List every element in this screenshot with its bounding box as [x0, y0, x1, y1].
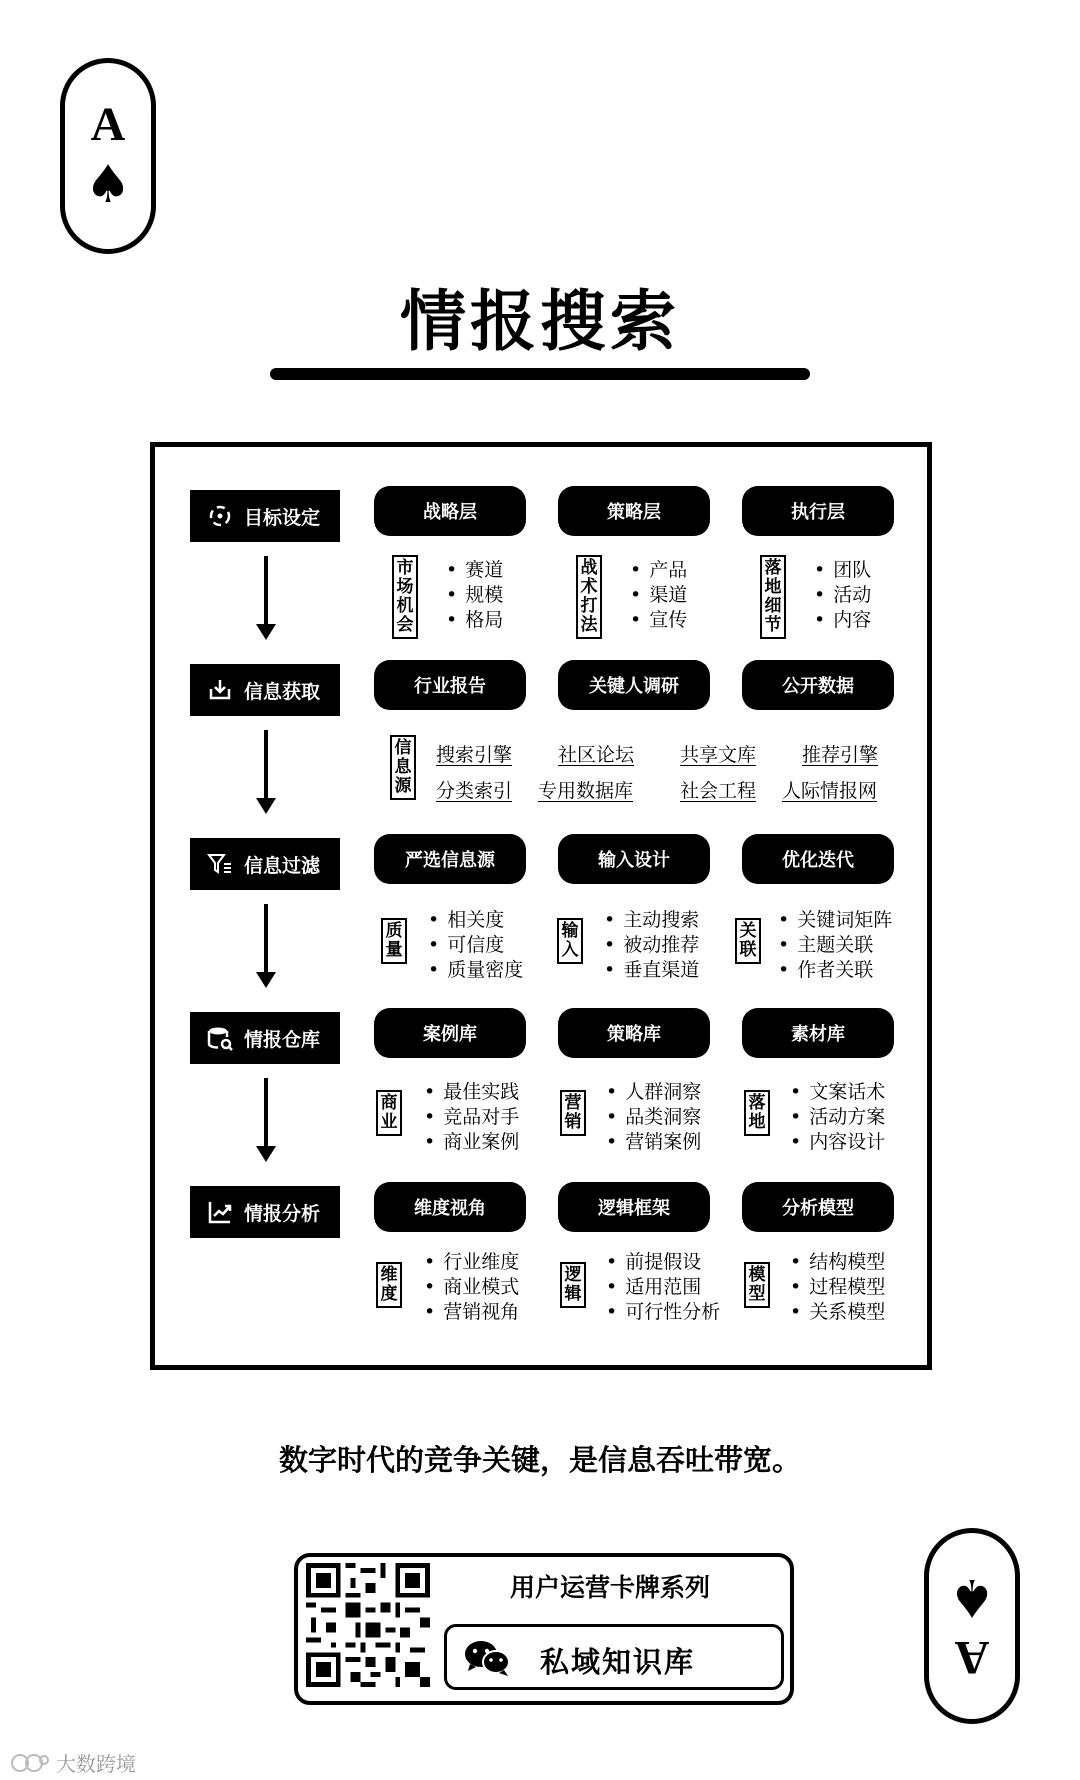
step-label-filter [190, 838, 340, 890]
list-item: • 团队 [814, 558, 871, 583]
case-library-pill: 案例库 [374, 1008, 526, 1058]
iterate-pill: 优化迭代 [742, 834, 894, 884]
watermark-logo-icon [10, 1752, 50, 1774]
list-item: • 前提假设 [606, 1250, 720, 1275]
group-tag: 落地 [744, 1090, 770, 1136]
bullet-list [606, 1080, 701, 1155]
info-source-tag: 信息源 [390, 735, 416, 800]
tagline: 数字时代的竞争关键，是信息吞吐带宽。 [278, 1443, 801, 1477]
filter-icon [206, 850, 234, 878]
step-label-text: 信息获取 [244, 680, 321, 703]
curated-sources-pill: 严选信息源 [374, 834, 526, 884]
qr-code[interactable] [306, 1563, 430, 1687]
card-corner-bottom [924, 1528, 1020, 1724]
list-item: • 产品 [630, 558, 687, 583]
list-item: • 相关度 [428, 908, 523, 933]
list-item: • 适用范围 [606, 1275, 720, 1300]
flow-arrow [264, 1078, 268, 1148]
step-label-text: 情报仓库 [244, 1028, 321, 1051]
page-title: 情报搜索 [400, 283, 680, 360]
flow-arrow [264, 556, 268, 626]
list-item: • 主题关联 [778, 933, 892, 958]
group-tag: 营销 [560, 1090, 586, 1136]
bullet-list [778, 908, 892, 983]
list-item: • 垂直渠道 [604, 958, 699, 983]
wechat-icon [462, 1638, 512, 1678]
group-tag: 逻辑 [560, 1262, 586, 1308]
list-item: • 行业维度 [424, 1250, 519, 1275]
step-label-goal [190, 490, 340, 542]
bullet-list [606, 1250, 720, 1325]
group-tag: 商业 [376, 1090, 402, 1136]
watermark-text: 大数跨境 [56, 1752, 136, 1776]
step-label-text: 情报分析 [244, 1202, 321, 1225]
list-item: • 结构模型 [790, 1250, 885, 1275]
step-label-text: 信息过滤 [244, 854, 321, 877]
group-tag: 关联 [735, 918, 761, 964]
step-label-text: 目标设定 [244, 506, 321, 529]
list-item: • 质量密度 [428, 958, 523, 983]
group-tag: 维度 [376, 1262, 402, 1308]
bullet-list [446, 558, 503, 633]
group-tag: 战术打法 [576, 555, 602, 639]
list-item: • 关键词矩阵 [778, 908, 892, 933]
flow-arrow [264, 904, 268, 974]
list-item: • 宣传 [630, 608, 687, 633]
flow-arrow [264, 730, 268, 800]
list-item: • 内容 [814, 608, 871, 633]
list-item: • 竞品对手 [424, 1105, 519, 1130]
list-item: • 可行性分析 [606, 1300, 720, 1325]
list-item: • 关系模型 [790, 1300, 885, 1325]
list-item: • 商业案例 [424, 1130, 519, 1155]
spade-icon: ♠ [84, 155, 132, 215]
source-link[interactable]: 搜索引擎 [436, 744, 513, 766]
industry-report-pill: 行业报告 [374, 660, 526, 710]
target-icon [206, 502, 234, 530]
bullet-list [428, 908, 523, 983]
list-item: • 被动推荐 [604, 933, 699, 958]
source-link[interactable]: 推荐引擎 [802, 744, 879, 766]
source-link[interactable]: 社区论坛 [558, 744, 635, 766]
spade-icon: ♠ [948, 1567, 996, 1627]
material-library-pill: 素材库 [742, 1008, 894, 1058]
series-title: 用户运营卡牌系列 [509, 1573, 710, 1602]
bullet-list [814, 558, 871, 633]
group-tag: 模型 [744, 1262, 770, 1308]
card-rank: A [954, 1631, 990, 1684]
list-item: • 营销视角 [424, 1300, 519, 1325]
logic-framework-pill: 逻辑框架 [558, 1182, 710, 1232]
list-item: • 格局 [446, 608, 503, 633]
list-item: • 内容设计 [790, 1130, 885, 1155]
list-item: • 作者关联 [778, 958, 892, 983]
list-item: • 营销案例 [606, 1130, 701, 1155]
step-label-analysis [190, 1186, 340, 1238]
download-icon [206, 676, 234, 704]
chart-trend-icon [206, 1198, 234, 1226]
step-label-warehouse [190, 1012, 340, 1064]
input-design-pill: 输入设计 [558, 834, 710, 884]
source-link[interactable]: 人际情报网 [782, 780, 878, 802]
list-item: • 赛道 [446, 558, 503, 583]
watermark [10, 1748, 136, 1777]
bullet-list [604, 908, 699, 983]
database-icon [206, 1024, 234, 1052]
list-item: • 活动 [814, 583, 871, 608]
list-item: • 过程模型 [790, 1275, 885, 1300]
execution-layer-pill: 执行层 [742, 486, 894, 536]
list-item: • 文案话术 [790, 1080, 885, 1105]
list-item: • 最佳实践 [424, 1080, 519, 1105]
strategy-library-pill: 策略库 [558, 1008, 710, 1058]
group-tag: 输入 [557, 918, 583, 964]
bullet-list [790, 1080, 885, 1155]
group-tag: 市场机会 [392, 555, 418, 639]
list-item: • 主动搜索 [604, 908, 699, 933]
list-item: • 品类洞察 [606, 1105, 701, 1130]
source-link[interactable]: 专用数据库 [538, 780, 634, 802]
source-link[interactable]: 共享文库 [680, 744, 757, 766]
list-item: • 人群洞察 [606, 1080, 701, 1105]
list-item: • 商业模式 [424, 1275, 519, 1300]
tactics-layer-pill: 策略层 [558, 486, 710, 536]
key-person-research-pill: 关键人调研 [558, 660, 710, 710]
dimension-view-pill: 维度视角 [374, 1182, 526, 1232]
group-tag: 落地细节 [760, 555, 786, 639]
source-link[interactable]: 社会工程 [680, 780, 757, 802]
strategy-layer-pill: 战略层 [374, 486, 526, 536]
list-item: • 渠道 [630, 583, 687, 608]
list-item: • 活动方案 [790, 1105, 885, 1130]
public-data-pill: 公开数据 [742, 660, 894, 710]
card-corner-top [60, 58, 156, 254]
step-label-acquire [190, 664, 340, 716]
group-tag: 质量 [381, 918, 407, 964]
bullet-list [424, 1080, 519, 1155]
source-link[interactable]: 分类索引 [436, 780, 513, 802]
wechat-account-name: 私域知识库 [540, 1645, 696, 1679]
list-item: • 可信度 [428, 933, 523, 958]
bullet-list [630, 558, 687, 633]
title-underline [270, 368, 810, 380]
bullet-list [790, 1250, 885, 1325]
list-item: • 规模 [446, 583, 503, 608]
analysis-model-pill: 分析模型 [742, 1182, 894, 1232]
card-rank: A [90, 98, 126, 151]
bullet-list [424, 1250, 519, 1325]
